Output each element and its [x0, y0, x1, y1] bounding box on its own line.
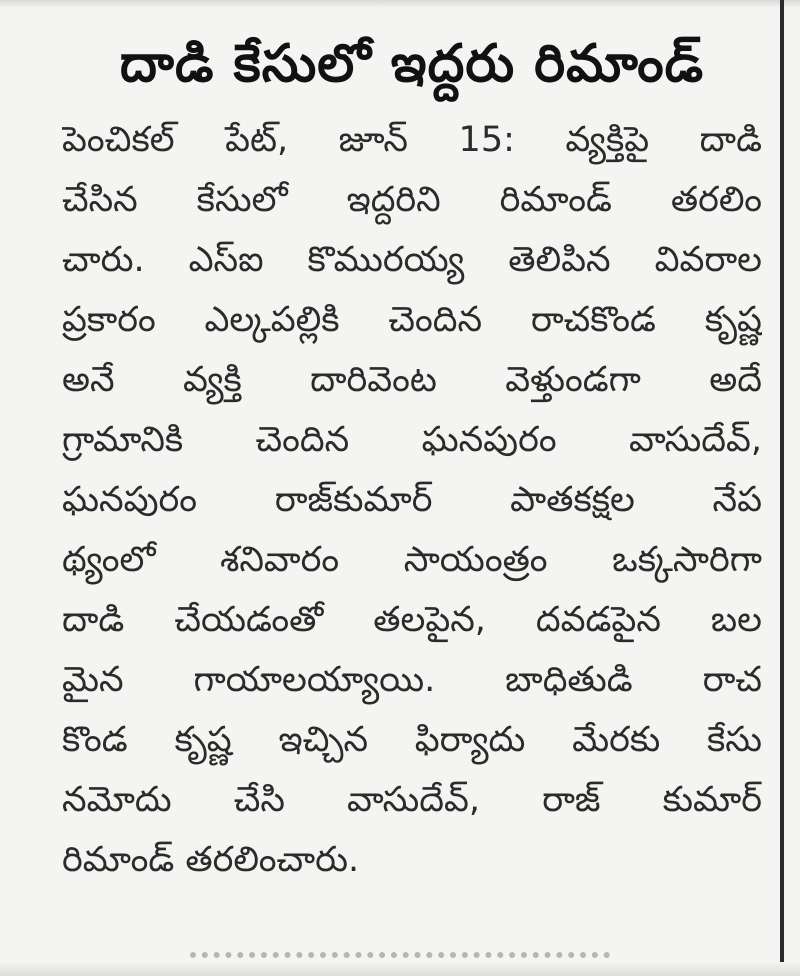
article-body-line-10: మైన గాయాలయ్యాయి. బాధితుడి రాచ	[62, 660, 762, 700]
article-body-line-4: ప్రకారం ఎల్కపల్లికి చెందిన రాచకొండ కృష్ణ	[62, 300, 762, 340]
column-divider	[780, 0, 784, 976]
article-body-line-6: గ్రామానికి చెందిన ఘనపురం వాసుదేవ్,	[62, 420, 762, 460]
article-body-line-5: అనే వ్యక్తి దారివెంట వెళ్తుండగా అదే	[62, 360, 762, 400]
article-body-line-1: పెంచికల్ పేట్, జూన్ 15: వ్యక్తిపై దాడి	[62, 120, 762, 160]
article-body	[62, 110, 762, 890]
article-body-line-11: కొండ కృష్ణ ఇచ్చిన ఫిర్యాదు మేరకు కేసు	[62, 720, 762, 760]
article-body-line-13: రిమాండ్ తరలించారు.	[62, 840, 360, 880]
article-body-line-9: దాడి చేయడంతో తలపైన, దవడపైన బల	[62, 600, 762, 640]
news-article	[62, 18, 762, 890]
article-headline: దాడి కేసులో ఇద్దరు రిమాండ్	[119, 34, 705, 94]
article-body-line-7: ఘనపురం రాజ్‌కుమార్ పాతకక్షల నేప	[62, 480, 762, 520]
article-body-line-3: చారు. ఎస్ఐ కొమురయ్య తెలిపిన వివరాల	[62, 240, 762, 280]
article-body-line-12: నమోదు చేసి వాసుదేవ్, రాజ్ కుమార్	[62, 780, 762, 820]
scan-edge-bottom	[0, 962, 800, 976]
article-body-line-8: థ్యంలో శనివారం సాయంత్రం ఒక్కసారిగా	[62, 540, 762, 580]
article-body-line-2: చేసిన కేసులో ఇద్దరిని రిమాండ్ తరలిం	[62, 180, 762, 220]
scan-edge-top	[0, 0, 800, 8]
